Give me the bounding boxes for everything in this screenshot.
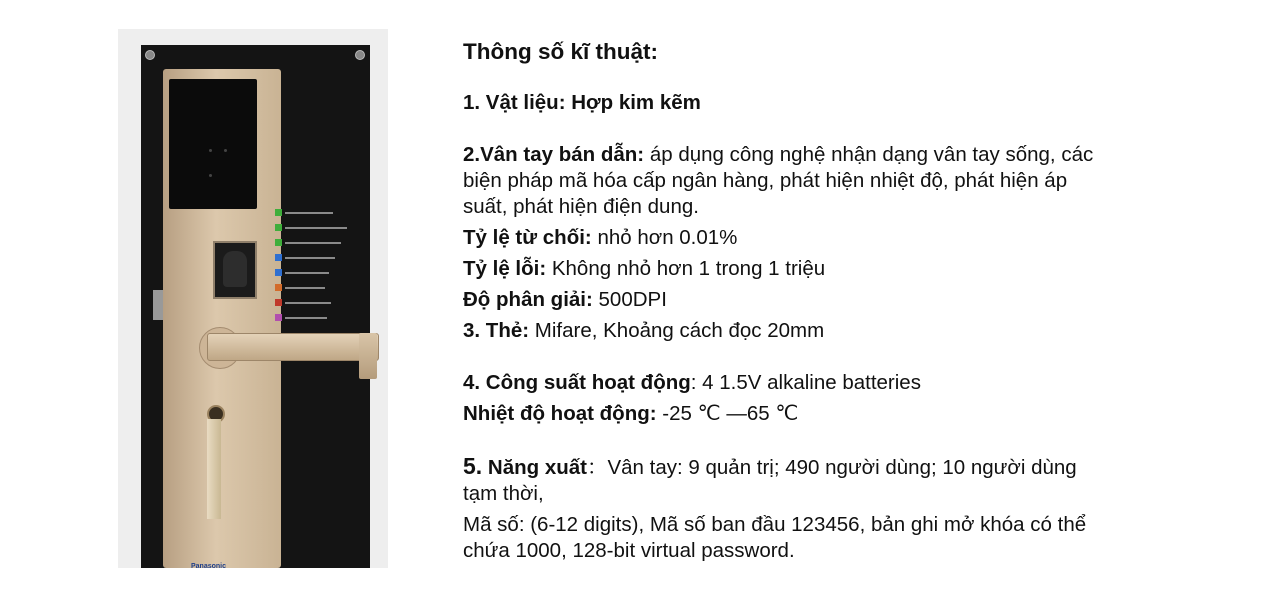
cert-item bbox=[275, 205, 365, 220]
cert-icon bbox=[275, 224, 282, 231]
spec-title: Thông số kĩ thuật: bbox=[463, 39, 658, 64]
cert-icon bbox=[275, 314, 282, 321]
spec-capacity bbox=[463, 453, 1103, 507]
spec-label: 4. Công suất hoạt động bbox=[463, 371, 691, 394]
spec-label: 3. Thẻ: bbox=[463, 319, 530, 342]
spec-value: ：Vân tay: 9 quản trị; 490 người dùng; 10 người dùng tạm thời, bbox=[463, 456, 1077, 505]
spec-value: áp dụng công nghệ nhận dạng vân tay sống, các biện pháp mã hóa cấp ngân hàng, phát hiện nhiệt độ, phát hiện áp suất, phát hiện điện dung. bbox=[463, 143, 1094, 218]
spec-temperature bbox=[463, 401, 1103, 427]
brand-logo: Panasonic bbox=[191, 563, 227, 570]
spec-value: Không nhỏ hơn 1 trong 1 triệu bbox=[546, 257, 826, 280]
cert-icon bbox=[275, 269, 282, 276]
spec-value: nhỏ hơn 0.01% bbox=[591, 226, 738, 249]
spec-number: 5. bbox=[463, 453, 483, 479]
screw bbox=[145, 50, 155, 60]
cert-icon bbox=[275, 254, 282, 261]
spec-label: Tỷ lệ từ chối: bbox=[463, 226, 592, 249]
spec-power bbox=[463, 370, 1103, 396]
touch-keypad bbox=[169, 79, 257, 209]
cert-item bbox=[275, 235, 365, 250]
spec-password bbox=[463, 512, 1103, 564]
product-image bbox=[118, 29, 388, 568]
cert-item bbox=[275, 250, 365, 265]
spec-label: Năng xuất bbox=[482, 456, 587, 479]
cert-icon bbox=[275, 284, 282, 291]
spec-label: Tỷ lệ lỗi: bbox=[463, 257, 547, 280]
spec-label: Nhiệt độ hoạt động: bbox=[463, 402, 657, 425]
cert-icon bbox=[275, 239, 282, 246]
spec-resolution bbox=[463, 287, 1103, 313]
cert-item bbox=[275, 310, 365, 325]
spec-error-rate bbox=[463, 256, 1103, 282]
cert-icon bbox=[275, 299, 282, 306]
key bbox=[207, 419, 221, 519]
spec-rejection-rate bbox=[463, 225, 1103, 251]
door-handle bbox=[207, 333, 379, 361]
spec-fingerprint bbox=[463, 142, 1103, 220]
spec-value: Mifare, Khoảng cách đọc 20mm bbox=[529, 319, 825, 342]
display-board bbox=[141, 45, 370, 568]
cert-item bbox=[275, 280, 365, 295]
cert-item bbox=[275, 265, 365, 280]
cert-icon bbox=[275, 209, 282, 216]
spec-material bbox=[463, 90, 1103, 116]
spec-section bbox=[463, 38, 1103, 564]
spec-label: 1. Vật liệu: Hợp kim kẽm bbox=[463, 91, 701, 114]
spec-value: Mã số: (6-12 digits), Mã số ban đầu 123456, bản ghi mở khóa có thể chứa 1000, 128-bit virtual password. bbox=[463, 513, 1087, 562]
spec-value: : 4 1.5V alkaline batteries bbox=[690, 371, 921, 394]
cert-item bbox=[275, 220, 365, 235]
screw bbox=[355, 50, 365, 60]
spec-value: -25 ℃ —65 ℃ bbox=[656, 402, 799, 425]
spec-label: Độ phân giải: bbox=[463, 288, 593, 311]
fingerprint-reader bbox=[213, 241, 257, 299]
lock-faceplate bbox=[163, 69, 281, 568]
spec-value: 500DPI bbox=[592, 288, 667, 311]
door-latch bbox=[153, 290, 163, 320]
spec-label: 2.Vân tay bán dẫn: bbox=[463, 143, 645, 166]
certification-list bbox=[275, 205, 365, 325]
spec-card bbox=[463, 318, 1103, 344]
cert-item bbox=[275, 295, 365, 310]
